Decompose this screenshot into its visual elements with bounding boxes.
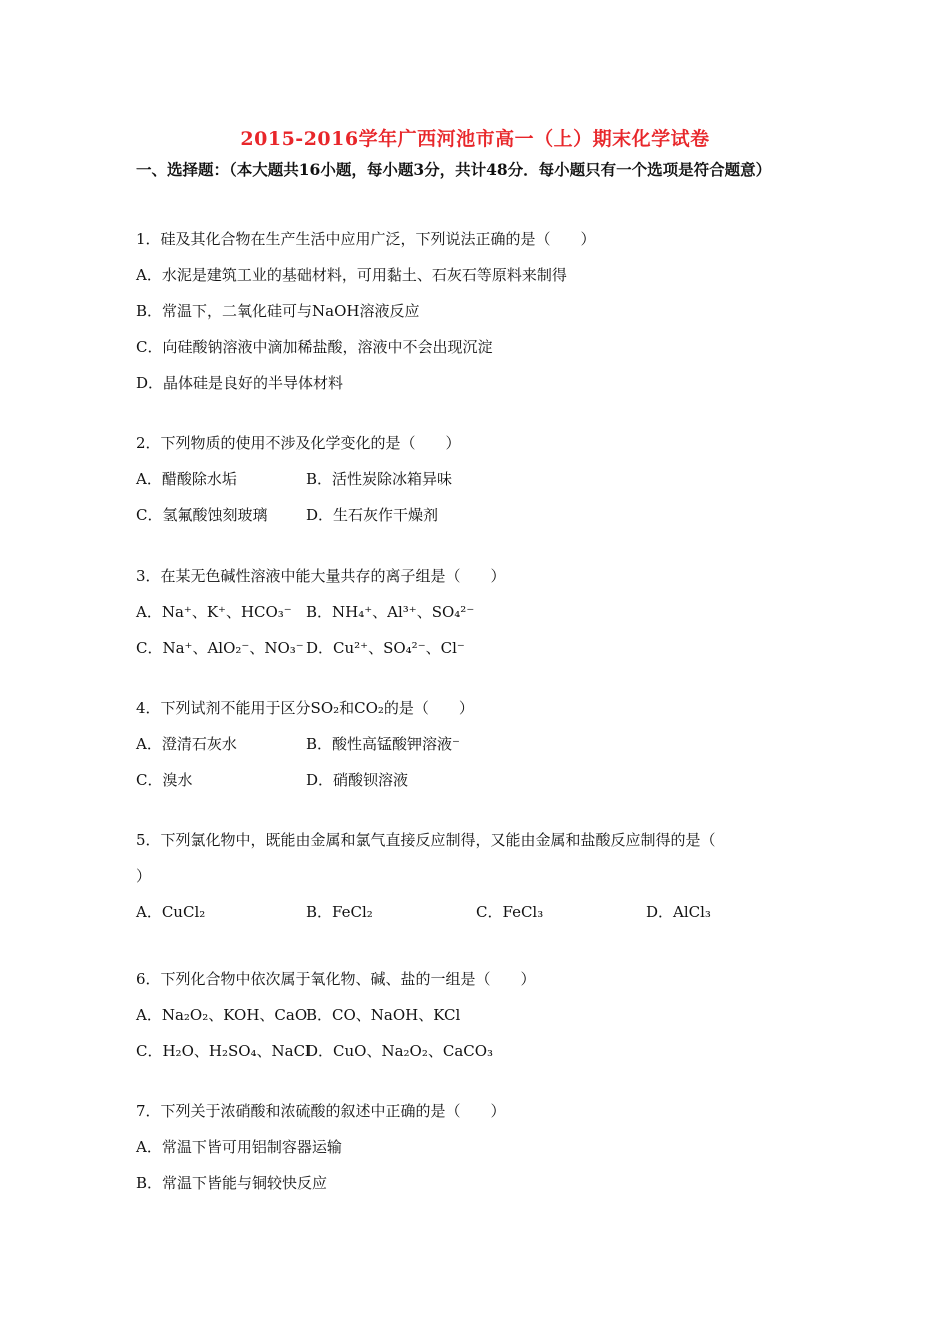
question-6 [136,961,536,1069]
option-row-ab [136,461,461,497]
option-b: B．活性炭除冰箱异味 [306,470,453,488]
option-c: C．向硅酸钠溶液中滴加稀盐酸，溶液中不会出现沉淀 [136,338,493,356]
option-b: B．CO、NaOH、KCl [306,1006,461,1024]
option-row [136,894,716,930]
option-b: B．FeCl₂ [306,903,373,921]
option-d: D．CuO、Na₂O₂、CaCO₃ [306,1042,494,1060]
option-row-cd [136,762,474,798]
option-a: A．CuCl₂ [136,903,206,921]
question-stem: 3．在某无色碱性溶液中能大量共存的离子组是（ ） [136,567,506,585]
option-d: D．生石灰作干燥剂 [306,506,439,524]
option-c: C．H₂O、H₂SO₄、NaCl [136,1042,310,1060]
option-a: A．澄清石灰水 [136,735,237,753]
question-stem: 5．下列氯化物中，既能由金属和氯气直接反应制得，又能由金属和盐酸反应制得的是（ [136,831,716,849]
option-a: A．Na⁺、K⁺、HCO₃⁻ [136,603,292,621]
option-b: B．NH₄⁺、Al³⁺、SO₄²⁻ [306,603,475,621]
option-d: D．晶体硅是良好的半导体材料 [136,374,344,392]
option-c: C．Na⁺、AlO₂⁻、NO₃⁻ [136,639,304,657]
option-b: B．常温下皆能与铜较快反应 [136,1174,328,1192]
option-b: B．常温下，二氧化硅可与NaOH溶液反应 [136,302,420,320]
question-stem: 7．下列关于浓硝酸和浓硫酸的叙述中正确的是（ ） [136,1102,506,1120]
section-heading: 一、选择题：（本大题共16小题，每小题3分，共计48分．每小题只有一个选项是符合题意） [136,160,772,179]
option-c: C．溴水 [136,771,193,789]
option-a: A．常温下皆可用铝制容器运输 [136,1138,342,1156]
option-b: B．酸性高锰酸钾溶液⁻ [306,735,460,753]
option-a: A．醋酸除水垢 [136,470,237,488]
question-7 [136,1093,506,1201]
option-d: D．AlCl₃ [646,903,711,921]
question-3 [136,558,506,666]
option-row-ab [136,997,536,1033]
option-row-ab [136,726,474,762]
exam-title: 2015-2016学年广西河池市高一（上）期末化学试卷 [240,128,710,150]
option-c: C．FeCl₃ [476,903,544,921]
option-a: A．水泥是建筑工业的基础材料，可用黏土、石灰石等原料来制得 [136,266,567,284]
option-row-ab [136,594,506,630]
question-4 [136,690,474,798]
option-row-cd [136,497,461,533]
question-stem: 4．下列试剂不能用于区分SO₂和CO₂的是（ ） [136,699,474,717]
option-d: D．硝酸钡溶液 [306,771,409,789]
question-stem: 6．下列化合物中依次属于氧化物、碱、盐的一组是（ ） [136,970,536,988]
question-2 [136,425,461,533]
option-row-cd [136,630,506,666]
option-row-cd [136,1033,536,1069]
question-stem: 2．下列物质的使用不涉及化学变化的是（ ） [136,434,461,452]
question-1 [136,221,596,401]
option-d: D．Cu²⁺、SO₄²⁻、Cl⁻ [306,639,465,657]
option-a: A．Na₂O₂、KOH、CaO [136,1006,308,1024]
question-stem-continued: ） [136,867,152,885]
question-5 [136,822,716,930]
question-stem: 1．硅及其化合物在生产生活中应用广泛，下列说法正确的是（ ） [136,230,596,248]
option-c: C．氢氟酸蚀刻玻璃 [136,506,268,524]
